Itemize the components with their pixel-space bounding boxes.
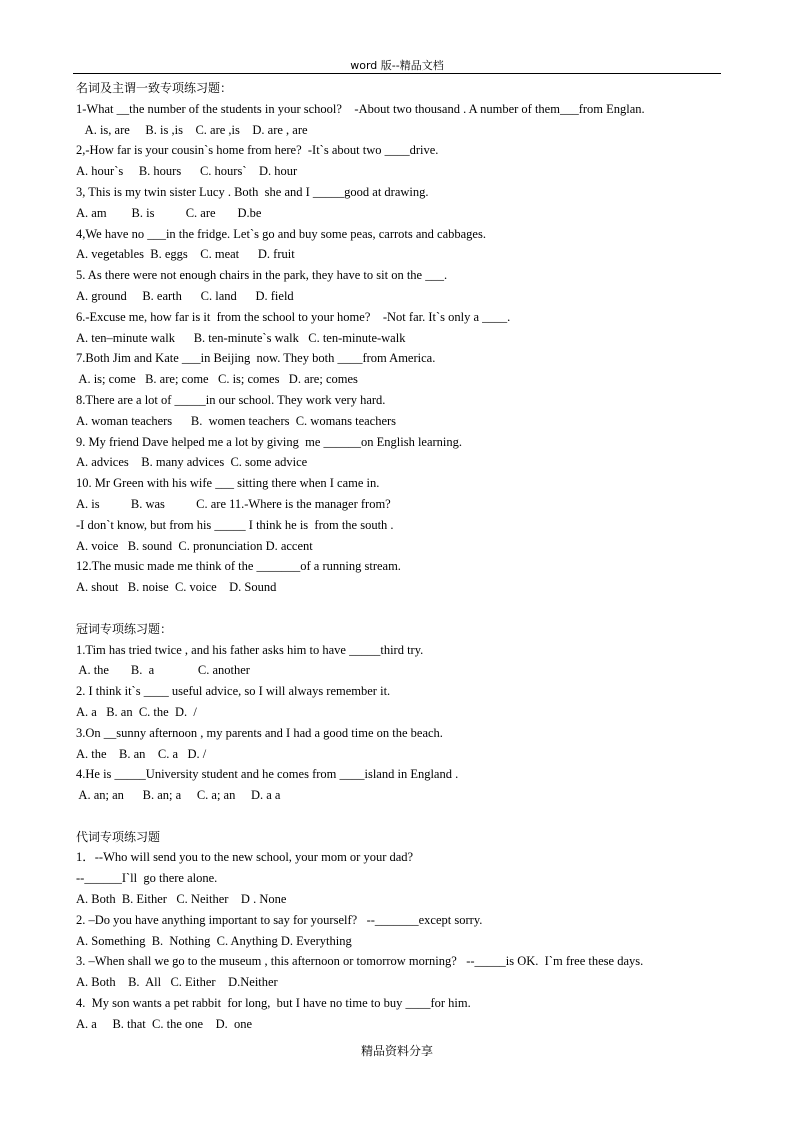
exercise-line: 1-What __the number of the students in your school? -About two thousand . A number of them___from Englan.	[76, 101, 645, 116]
exercise-line: 1．--Who will send you to the new school, your mom or your dad?	[76, 850, 414, 865]
exercise-line: 7.Both Jim and Kate ___in Beijing now. They both ____from America.	[76, 351, 436, 366]
exercise-line: A. ground B. earth C. land D. field	[76, 288, 294, 303]
exercise-line: A. Both B. Either C. Neither D . None	[76, 892, 287, 907]
exercise-line: -I don`t know, but from his _____ I think he is from the south .	[76, 517, 394, 532]
exercise-line: A. advices B. many advices C. some advice	[76, 455, 308, 470]
exercise-line: 9. My friend Dave helped me a lot by giving me ______on English learning.	[76, 434, 463, 449]
blank-line	[76, 806, 726, 827]
exercise-line: 2. –Do you have anything important to say for yourself? --_______except sorry.	[76, 912, 483, 927]
exercise-line: A. Something B. Nothing C. Anything D. Everything	[76, 933, 352, 948]
exercise-line: A. the B. a C. another	[76, 663, 250, 678]
page-header: word 版--精品文档	[350, 59, 444, 72]
exercise-line: 1.Tim has tried twice , and his father asks him to have _____third try.	[76, 642, 424, 657]
header-divider	[73, 73, 721, 74]
section-heading: 冠词专项练习题：	[76, 621, 173, 636]
page-footer: 精品资料分享	[360, 1044, 433, 1058]
section-heading: 名词及主谓一致专项练习题：	[76, 81, 233, 95]
exercise-line: 2,-How far is your cousin`s home from here? -It`s about two ____drive.	[76, 143, 439, 158]
exercise-line: 4. My son wants a pet rabbit for long, but I have no time to buy ____for him.	[76, 996, 471, 1011]
exercise-line: --______I`ll go there alone.	[76, 871, 218, 886]
exercise-line: A. is; come B. are; come C. is; comes D. are; comes	[76, 372, 358, 387]
exercise-line: 8.There are a lot of _____in our school. They work very hard.	[76, 392, 386, 407]
exercise-line: A. ten–minute walk B. ten-minute`s walk C. ten-minute-walk	[76, 330, 406, 345]
exercise-line: 2. I think it`s ____ useful advice, so I will always remember it.	[76, 684, 391, 699]
exercise-line: 5. As there were not enough chairs in the park, they have to sit on the ___.	[76, 268, 448, 283]
exercise-line: A. a B. that C. the one D. one	[76, 1016, 253, 1031]
exercise-line: 3, This is my twin sister Lucy . Both she and I _____good at drawing.	[76, 184, 429, 199]
blank-line	[76, 598, 726, 619]
exercise-line: A. is, are B. is ,is C. are ,is D. are , are	[76, 122, 308, 137]
exercise-line: A. the B. an C. a D. /	[76, 746, 207, 761]
exercise-line: A. hour`s B. hours C. hours` D. hour	[76, 164, 298, 179]
exercise-line: A. vegetables B. eggs C. meat D. fruit	[76, 247, 295, 262]
exercise-line: 10. Mr Green with his wife ___ sitting there when I came in.	[76, 476, 380, 491]
section-heading: 代词专项练习题	[76, 829, 161, 844]
exercise-line: A. is B. was C. are 11.-Where is the manager from?	[76, 496, 391, 511]
exercise-line: 3.On __sunny afternoon , my parents and I had a good time on the beach.	[76, 725, 443, 740]
exercise-line: A. am B. is C. are D.be	[76, 205, 262, 220]
exercise-line: 6.-Excuse me, how far is it from the school to your home? -Not far. It`s only a ____.	[76, 309, 511, 324]
exercise-line: 4,We have no ___in the fridge. Let`s go and buy some peas, carrots and cabbages.	[76, 226, 486, 241]
exercise-line: A. voice B. sound C. pronunciation D. accent	[76, 538, 313, 553]
exercise-line: A. Both B. All C. Either D.Neither	[76, 975, 278, 990]
exercise-line: A. woman teachers B. women teachers C. womans teachers	[76, 413, 397, 428]
exercise-line: 12.The music made me think of the _______of a running stream.	[76, 559, 401, 574]
exercise-line: 3. –When shall we go to the museum , this afternoon or tomorrow morning? --_____is OK. I`m free these days.	[76, 954, 644, 969]
exercise-line: A. an; an B. an; a C. a; an D. a a	[76, 788, 281, 803]
exercise-line: A. a B. an C. the D. /	[76, 704, 197, 719]
exercise-line: 4.He is _____University student and he comes from ____island in England .	[76, 767, 459, 782]
exercise-line: A. shout B. noise C. voice D. Sound	[76, 580, 277, 595]
exercise-content	[76, 78, 726, 1035]
